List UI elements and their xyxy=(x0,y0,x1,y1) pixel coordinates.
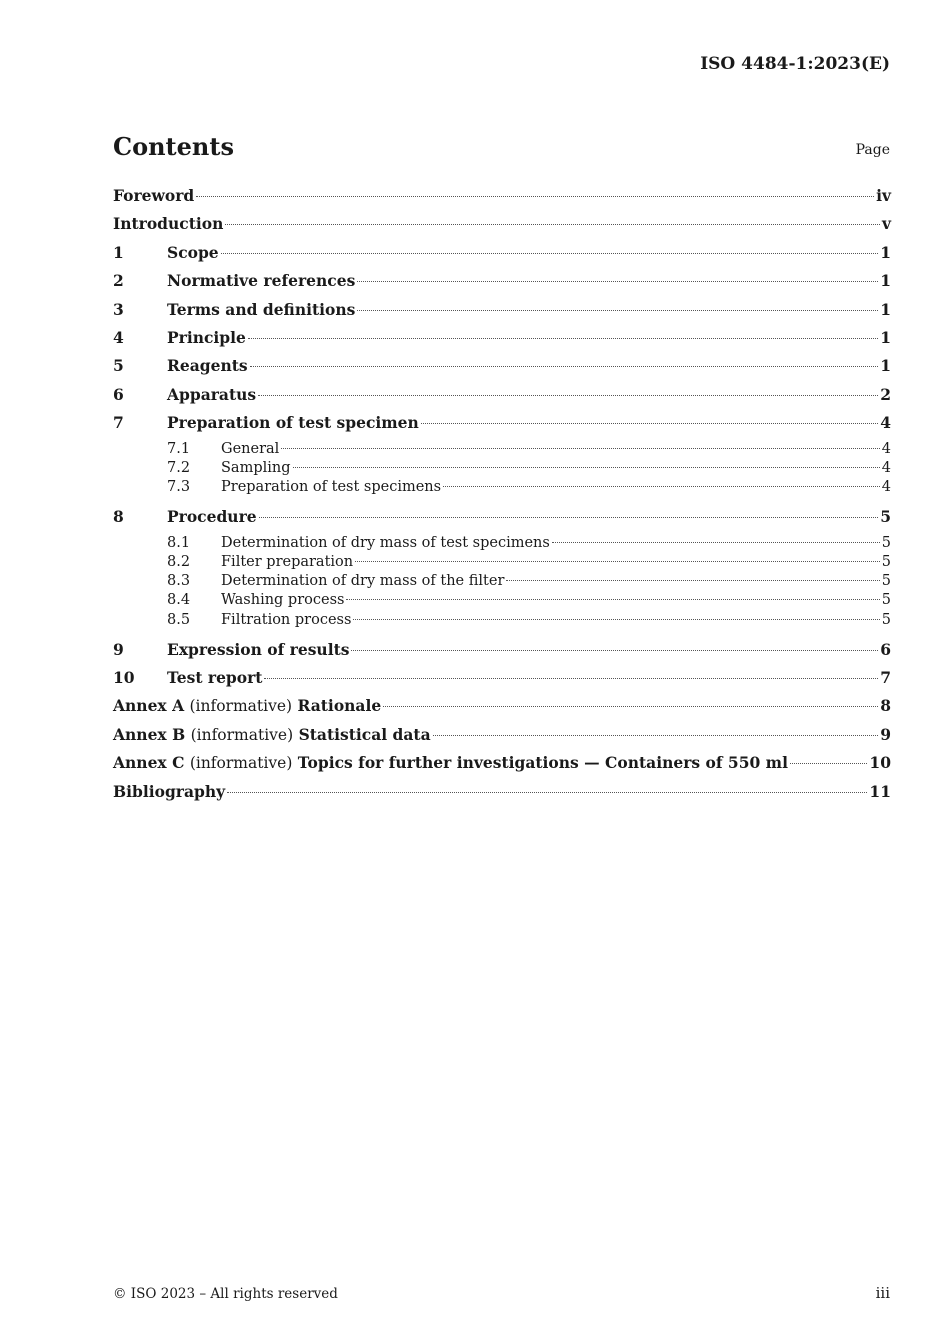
dot-leader xyxy=(250,366,879,367)
annex-title: Topics for further investigations — Containers of 550 ml xyxy=(297,753,788,773)
toc-entry-title: Sampling xyxy=(221,459,291,476)
toc-entry-apparatus[interactable] xyxy=(113,383,891,411)
toc-subentry-sampling[interactable] xyxy=(113,459,891,478)
toc-entry-page: 2 xyxy=(880,384,891,404)
toc-entry-number: 8.4 xyxy=(167,592,191,609)
toc-entry-terms-and-definitions[interactable] xyxy=(113,298,891,326)
toc-entry-number: 8.3 xyxy=(167,573,191,590)
dot-leader xyxy=(221,253,879,254)
toc-entry-page: 1 xyxy=(880,271,891,291)
annex-label: Annex A xyxy=(113,696,185,716)
dot-leader xyxy=(355,561,880,562)
toc-subentry-dry-mass-test-specimens[interactable] xyxy=(113,534,891,553)
toc-entry-page: 1 xyxy=(880,299,891,319)
toc-entry-number: 4 xyxy=(113,327,124,347)
toc-entry-number: 7.3 xyxy=(167,479,191,496)
toc-entry-page: 11 xyxy=(869,781,891,801)
copyright-notice: © ISO 2023 – All rights reserved xyxy=(113,1286,338,1302)
toc-entry-reagents[interactable] xyxy=(113,354,891,382)
toc-entry-normative-references[interactable] xyxy=(113,269,891,297)
dot-leader xyxy=(790,763,867,764)
toc-entry-number: 1 xyxy=(113,242,124,262)
dot-leader xyxy=(552,542,880,543)
page-number: iii xyxy=(875,1284,890,1302)
toc-entry-title: Principle xyxy=(167,327,246,347)
toc-entry-page: 4 xyxy=(881,440,891,457)
toc-entry-number: 8.2 xyxy=(167,553,191,570)
toc-entry-title: Preparation of test specimens xyxy=(221,479,442,496)
annex-label: Annex B xyxy=(113,724,186,744)
toc-entry-page: 5 xyxy=(880,507,891,527)
toc-entry-number: 7 xyxy=(113,413,124,433)
toc-entry-page: 4 xyxy=(881,479,891,496)
dot-leader xyxy=(259,517,879,518)
toc-subentry-dry-mass-filter[interactable] xyxy=(113,572,891,591)
toc-entry-page: 5 xyxy=(881,534,891,551)
toc-entry-page: 6 xyxy=(880,639,891,659)
toc-entry-title: Apparatus xyxy=(167,384,257,404)
dot-leader xyxy=(443,486,880,487)
toc-entry-title: Bibliography xyxy=(113,781,226,801)
toc-entry-title: Determination of dry mass of the filter xyxy=(221,573,505,590)
toc-entry-page: 4 xyxy=(880,413,891,433)
toc-subentry-general[interactable] xyxy=(113,440,891,459)
toc-entry-annex-b[interactable] xyxy=(113,723,891,751)
dot-leader xyxy=(357,281,878,282)
toc-entry-number: 2 xyxy=(113,271,124,291)
toc-entry-title: Determination of dry mass of test specimens xyxy=(221,534,550,551)
annex-title: Rationale xyxy=(297,696,382,716)
dot-leader xyxy=(293,467,880,468)
toc-entry-title: Filtration process xyxy=(221,611,352,628)
dot-leader xyxy=(353,619,879,620)
toc-entry-number: 5 xyxy=(113,356,124,376)
dot-leader xyxy=(433,735,879,736)
toc-entry-title: Washing process xyxy=(221,592,345,609)
toc-entry-title: Introduction xyxy=(113,214,224,234)
toc-subentry-washing-process[interactable] xyxy=(113,591,891,610)
toc-entry-page: 5 xyxy=(881,573,891,590)
toc-entry-scope[interactable] xyxy=(113,241,891,269)
annex-type: (informative) xyxy=(189,754,293,773)
dot-leader xyxy=(421,423,878,424)
annex-type: (informative) xyxy=(190,725,294,744)
toc-entry-page: 1 xyxy=(880,356,891,376)
document-id: ISO 4484-1:2023(E) xyxy=(700,54,890,74)
toc-entry-number: 7.1 xyxy=(167,440,191,457)
toc-entry-page: 5 xyxy=(881,611,891,628)
toc-subentry-filter-preparation[interactable] xyxy=(113,553,891,572)
annex-title: Statistical data xyxy=(298,724,431,744)
toc-entry-number: 9 xyxy=(113,639,124,659)
table-of-contents xyxy=(113,184,891,808)
toc-entry-number: 10 xyxy=(113,668,135,688)
toc-entry-bibliography[interactable] xyxy=(113,780,891,808)
toc-entry-title: Foreword xyxy=(113,186,195,205)
toc-entry-page: 10 xyxy=(869,753,891,773)
annex-type: (informative) xyxy=(189,697,293,716)
toc-entry-number: 3 xyxy=(113,299,124,319)
toc-entry-principle[interactable] xyxy=(113,326,891,354)
toc-entry-page: 5 xyxy=(881,553,891,570)
dot-leader xyxy=(383,706,878,707)
dot-leader xyxy=(227,792,867,793)
dot-leader xyxy=(506,580,879,581)
toc-subentry-filtration-process[interactable] xyxy=(113,611,891,638)
toc-entry-page: v xyxy=(881,214,891,234)
toc-entry-title xyxy=(113,751,788,775)
dot-leader xyxy=(351,650,878,651)
toc-entry-page: 5 xyxy=(881,592,891,609)
toc-entry-procedure[interactable] xyxy=(113,505,891,533)
toc-entry-number: 7.2 xyxy=(167,459,191,476)
toc-entry-title: Preparation of test specimen xyxy=(167,413,419,433)
toc-subentry-preparation-of-test-specimens[interactable] xyxy=(113,478,891,505)
toc-entry-page: 9 xyxy=(880,724,891,744)
toc-entry-preparation-of-test-specimen[interactable] xyxy=(113,411,891,439)
toc-entry-title: Terms and definitions xyxy=(167,299,356,319)
toc-entry-page: 4 xyxy=(881,459,891,476)
toc-entry-number: 8 xyxy=(113,507,124,527)
toc-entry-annex-a[interactable] xyxy=(113,694,891,722)
toc-entry-foreword[interactable] xyxy=(113,184,891,212)
toc-entry-test-report[interactable] xyxy=(113,666,891,694)
dot-leader xyxy=(346,599,879,600)
toc-entry-title: Scope xyxy=(167,242,219,262)
toc-entry-number: 8.1 xyxy=(167,534,191,551)
toc-entry-page: 8 xyxy=(880,696,891,716)
toc-entry-annex-c[interactable] xyxy=(113,751,891,779)
toc-entry-title: Normative references xyxy=(167,271,356,291)
page-column-label: Page xyxy=(855,142,890,158)
dot-leader xyxy=(281,448,879,449)
toc-entry-page: 1 xyxy=(880,327,891,347)
toc-entry-page: iv xyxy=(876,186,891,205)
toc-entry-title xyxy=(113,694,381,718)
dot-leader xyxy=(196,196,874,197)
contents-heading: Contents xyxy=(113,132,234,161)
dot-leader xyxy=(264,678,878,679)
toc-entry-number: 8.5 xyxy=(167,611,191,628)
dot-leader xyxy=(225,224,880,225)
toc-entry-title: Reagents xyxy=(167,356,248,376)
annex-label: Annex C xyxy=(113,753,185,773)
toc-entry-page: 7 xyxy=(880,668,891,688)
toc-entry-expression-of-results[interactable] xyxy=(113,638,891,666)
toc-entry-title xyxy=(113,723,431,747)
toc-entry-title: Expression of results xyxy=(167,639,350,659)
dot-leader xyxy=(258,395,878,396)
toc-entry-number: 6 xyxy=(113,384,124,404)
toc-entry-introduction[interactable] xyxy=(113,212,891,240)
toc-entry-title: General xyxy=(221,440,280,457)
dot-leader xyxy=(248,338,878,339)
toc-entry-title: Filter preparation xyxy=(221,553,354,570)
toc-entry-title: Test report xyxy=(167,668,263,688)
dot-leader xyxy=(357,310,878,311)
toc-entry-title: Procedure xyxy=(167,507,257,527)
toc-entry-page: 1 xyxy=(880,242,891,262)
